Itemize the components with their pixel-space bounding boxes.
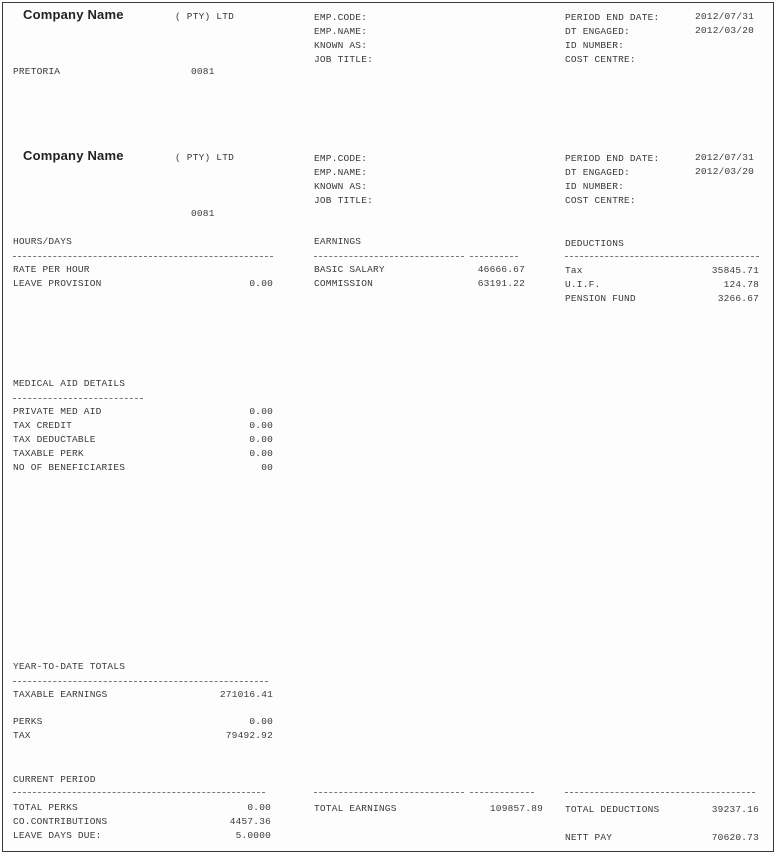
ytd-perks-label: PERKS: [13, 716, 43, 727]
medical-row-label: TAXABLE PERK: [13, 448, 84, 459]
hours-title: HOURS/DAYS: [13, 236, 73, 247]
id-number-label: ID NUMBER:: [565, 40, 625, 51]
medical-row-value: 0.00: [249, 420, 273, 431]
medical-row-label: PRIVATE MED AID: [13, 406, 102, 417]
hours-divider: [13, 256, 273, 257]
period-end-label: PERIOD END DATE:: [565, 12, 660, 23]
deductions-row-value: 3266.67: [717, 293, 759, 304]
total-deductions-label: TOTAL DEDUCTIONS: [565, 804, 660, 815]
payslip-page: [2, 2, 774, 852]
deductions-total-divider: [565, 792, 755, 793]
company-name-2: Company Name: [23, 148, 124, 163]
medical-title: MEDICAL AID DETAILS: [13, 378, 126, 389]
medical-row-value: 00: [261, 462, 273, 473]
deductions-title: DEDUCTIONS: [565, 238, 625, 249]
company-suffix: ( PTY) LTD: [175, 11, 235, 22]
hours-row-label: RATE PER HOUR: [13, 264, 90, 275]
known-as-label: KNOWN AS:: [314, 181, 368, 192]
current-row-label: CO.CONTRIBUTIONS: [13, 816, 108, 827]
ytd-taxable-value: 271016.41: [219, 689, 273, 700]
medical-row-label: TAX DEDUCTABLE: [13, 434, 96, 445]
ytd-divider: [13, 681, 268, 682]
ytd-taxable-label: TAXABLE EARNINGS: [13, 689, 108, 700]
job-title-label: JOB TITLE:: [314, 54, 374, 65]
period-end-date: 2012/07/31: [695, 11, 755, 22]
deductions-divider: [565, 256, 759, 257]
current-row-value: 5.0000: [235, 830, 271, 841]
earnings-divider-amount: [470, 256, 518, 257]
medical-divider: [13, 398, 143, 399]
cost-centre-label: COST CENTRE:: [565, 54, 636, 65]
medical-row-value: 0.00: [249, 406, 273, 417]
cost-centre-label: COST CENTRE:: [565, 195, 636, 206]
branch-code-2: 0081: [191, 208, 215, 219]
ytd-title: YEAR-TO-DATE TOTALS: [13, 661, 126, 672]
earnings-row-label: BASIC SALARY: [314, 264, 385, 275]
deductions-row-label: Tax: [565, 265, 583, 276]
medical-row-value: 0.00: [249, 434, 273, 445]
earnings-row-label: COMMISSION: [314, 278, 374, 289]
total-deductions-value: 39237.16: [711, 804, 759, 815]
earnings-row-value: 63191.22: [477, 278, 525, 289]
ytd-perks-value: 0.00: [249, 716, 273, 727]
current-row-value: 0.00: [247, 802, 271, 813]
nett-pay-value: 70620.73: [711, 832, 759, 843]
branch-code: 0081: [191, 66, 215, 77]
current-row-label: TOTAL PERKS: [13, 802, 78, 813]
dt-engaged-label: DT ENGAGED:: [565, 26, 630, 37]
deductions-row-value: 124.78: [723, 279, 759, 290]
current-divider: [13, 792, 265, 793]
earnings-total-divider-amount: [470, 792, 534, 793]
hours-row-label: LEAVE PROVISION: [13, 278, 102, 289]
medical-row-label: NO OF BENEFICIARIES: [13, 462, 126, 473]
emp-name-label: EMP.NAME:: [314, 26, 368, 37]
dt-engaged-date-2: 2012/03/20: [695, 166, 755, 177]
total-earnings-label: TOTAL EARNINGS: [314, 803, 397, 814]
period-end-date-2: 2012/07/31: [695, 152, 755, 163]
deductions-row-value: 35845.71: [711, 265, 759, 276]
dt-engaged-date: 2012/03/20: [695, 25, 755, 36]
medical-row-label: TAX CREDIT: [13, 420, 73, 431]
earnings-title: EARNINGS: [314, 236, 362, 247]
ytd-tax-label: TAX: [13, 730, 31, 741]
period-end-label: PERIOD END DATE:: [565, 153, 660, 164]
total-earnings-value: 109857.89: [489, 803, 543, 814]
deductions-row-label: U.I.F.: [565, 279, 601, 290]
emp-code-label: EMP.CODE:: [314, 12, 368, 23]
earnings-total-divider: [314, 792, 464, 793]
medical-row-value: 0.00: [249, 448, 273, 459]
current-row-value: 4457.36: [229, 816, 271, 827]
job-title-label: JOB TITLE:: [314, 195, 374, 206]
company-suffix-2: ( PTY) LTD: [175, 152, 235, 163]
company-name: Company Name: [23, 7, 124, 22]
deductions-row-label: PENSION FUND: [565, 293, 636, 304]
earnings-divider: [314, 256, 464, 257]
emp-code-label: EMP.CODE:: [314, 153, 368, 164]
earnings-row-value: 46666.67: [477, 264, 525, 275]
ytd-tax-value: 79492.92: [225, 730, 273, 741]
id-number-label: ID NUMBER:: [565, 181, 625, 192]
emp-name-label: EMP.NAME:: [314, 167, 368, 178]
dt-engaged-label: DT ENGAGED:: [565, 167, 630, 178]
nett-pay-label: NETT PAY: [565, 832, 613, 843]
hours-row-value: 0.00: [249, 278, 273, 289]
known-as-label: KNOWN AS:: [314, 40, 368, 51]
current-row-label: LEAVE DAYS DUE:: [13, 830, 102, 841]
city: PRETORIA: [13, 66, 61, 77]
current-title: CURRENT PERIOD: [13, 774, 96, 785]
